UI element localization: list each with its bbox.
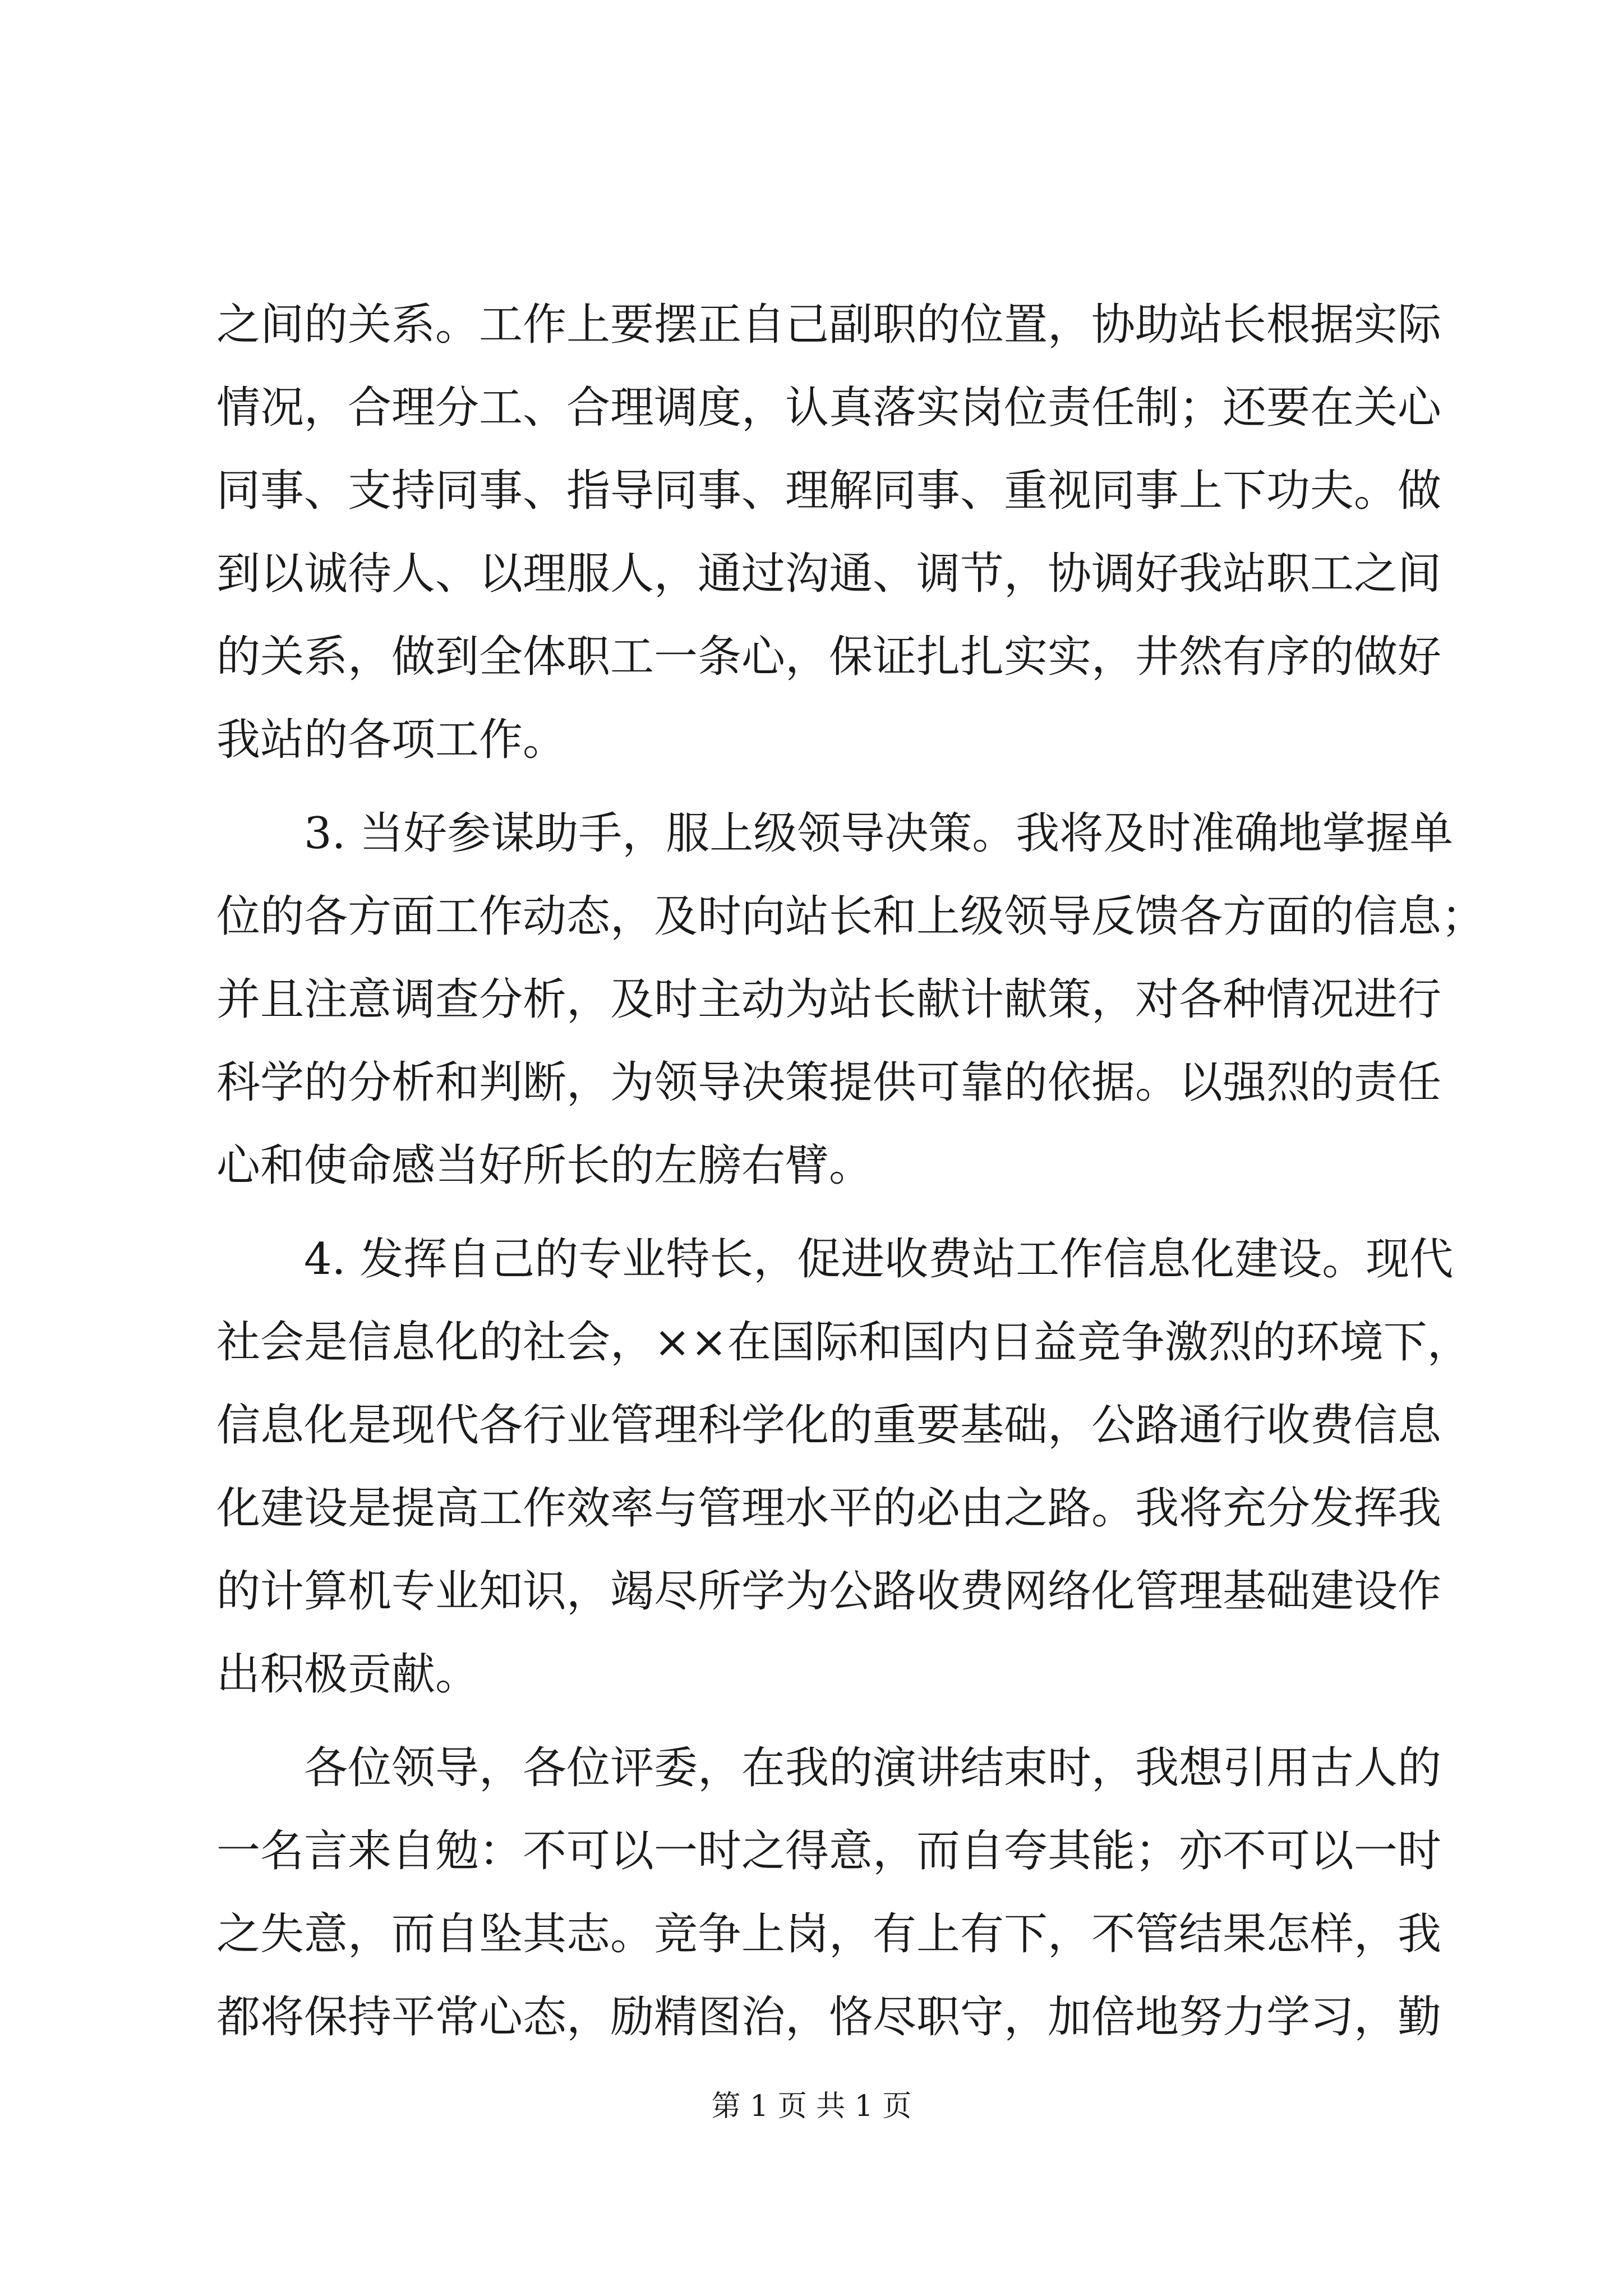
text-line: 信息化是现代各行业管理科学化的重要基础，公路通行收费信息 [216,1400,1442,1451]
text-line: 化建设是提高工作效率与管理水平的必由之路。我将充分发挥我 [216,1483,1442,1534]
paragraph [216,1727,1442,2059]
text-line: 我站的各项工作。 [216,715,567,765]
text-line: 的计算机专业知识，竭尽所学为公路收费网络化管理基础建设作 [216,1566,1442,1617]
text-line: 之失意，而自坠其志。竞争上岗，有上有下，不管结果怎样，我 [216,1909,1442,1959]
text-line: 一名言来自勉：不可以一时之得意，而自夸其能；亦不可以一时 [216,1826,1442,1876]
paragraph [216,1218,1471,1716]
text-line: 同事、支持同事、指导同事、理解同事、重视同事上下功夫。做 [216,466,1442,516]
text-line: 3. 当好参谋助手，服上级领导决策。我将及时准确地掌握单 [304,808,1454,859]
text-line: 情况，合理分工、合理调度，认真落实岗位责任制；还要在关心 [216,383,1442,433]
text-line: 科学的分析和判断，为领导决策提供可靠的依据。以强烈的责任 [216,1057,1442,1108]
text-line: 社会是信息化的社会，××在国际和国内日益竞争激烈的环境下， [216,1317,1471,1368]
text-line: 并且注意调查分析，及时主动为站长献计献策，对各种情况进行 [216,974,1442,1025]
text-line: 出积极贡献。 [216,1649,479,1700]
text-line: 位的各方面工作动态，及时向站长和上级领导反馈各方面的信息； [216,891,1486,942]
text-line: 4. 发挥自己的专业特长，促进收费站工作信息化建设。现代 [304,1234,1454,1285]
text-line: 各位领导，各位评委，在我的演讲结束时，我想引用古人的 [304,1743,1442,1793]
page-number-label: 第 1 页 共 1 页 [711,2090,912,2123]
paragraph [216,792,1486,1207]
text-line: 心和使命感当好所长的左膀右臂。 [216,1140,873,1191]
text-line: 之间的关系。工作上要摆正自己副职的位置，协助站长根据实际 [216,300,1442,350]
text-line: 的关系，做到全体职工一条心，保证扎扎实实，井然有序的做好 [216,632,1442,682]
paragraph [216,283,1442,781]
text-line: 都将保持平常心态，励精图治，恪尽职守，加倍地努力学习，勤 [216,1992,1442,2042]
page-footer [0,2087,1623,2126]
text-line: 到以诚待人、以理服人，通过沟通、调节，协调好我站职工之间 [216,549,1442,599]
document-body [216,283,1486,2059]
